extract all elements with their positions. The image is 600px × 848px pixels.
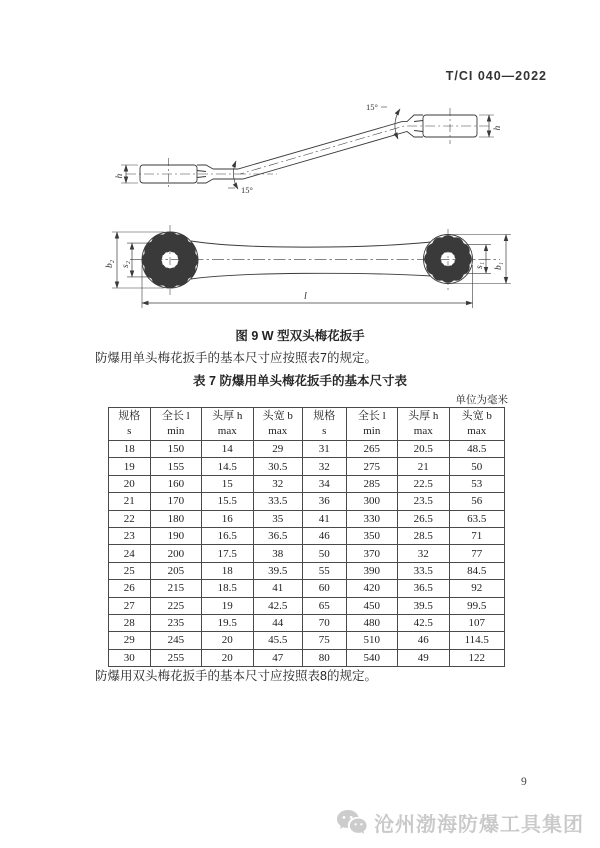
column-header: 头宽 b max [253, 408, 303, 441]
table-cell: 56 [449, 493, 505, 510]
table-cell: 510 [346, 632, 397, 649]
table-cell: 114.5 [449, 632, 505, 649]
standard-number: T/CI 040—2022 [445, 69, 547, 83]
table-row [109, 493, 505, 510]
table-cell: 122 [449, 649, 505, 666]
table-cell: 92 [449, 580, 505, 597]
table-cell: 540 [346, 649, 397, 666]
table-row [109, 597, 505, 614]
paragraph-after-table: 防爆用双头梅花扳手的基本尺寸应按照表8的规定。 [95, 669, 377, 683]
s2-label: s₂ [121, 261, 131, 268]
table-cell: 22.5 [398, 475, 449, 492]
table-cell: 60 [303, 580, 347, 597]
table-cell: 28 [109, 614, 151, 631]
table-cell: 55 [303, 562, 347, 579]
h-label-left: h [115, 173, 125, 179]
table-cell: 16.5 [202, 527, 253, 544]
table-cell: 265 [346, 441, 397, 458]
length-label: l [304, 291, 307, 302]
table-cell: 71 [449, 527, 505, 544]
table-cell: 245 [150, 632, 201, 649]
table-row [109, 545, 505, 562]
h-label-right: h [493, 125, 503, 131]
table-cell: 14 [202, 441, 253, 458]
b1-label: b₁ [494, 261, 504, 270]
table-cell: 235 [150, 614, 201, 631]
table-cell: 420 [346, 580, 397, 597]
angle-label-left: 15° [241, 185, 253, 195]
table-cell: 20 [202, 632, 253, 649]
table-cell: 18 [202, 562, 253, 579]
page-number: 9 [521, 776, 527, 788]
unit-note: 单位为毫米 [455, 394, 508, 406]
table-cell: 19.5 [202, 614, 253, 631]
table-cell: 77 [449, 545, 505, 562]
table-cell: 480 [346, 614, 397, 631]
table-cell: 70 [303, 614, 347, 631]
table-row [109, 580, 505, 597]
table-cell: 27 [109, 597, 151, 614]
table-cell: 45.5 [253, 632, 303, 649]
table-cell: 300 [346, 493, 397, 510]
table-cell: 155 [150, 458, 201, 475]
table-cell: 41 [253, 580, 303, 597]
table-cell: 390 [346, 562, 397, 579]
table-cell: 50 [449, 458, 505, 475]
table-cell: 15 [202, 475, 253, 492]
table-cell: 24 [109, 545, 151, 562]
table-cell: 200 [150, 545, 201, 562]
table-cell: 49 [398, 649, 449, 666]
table-cell: 36 [303, 493, 347, 510]
table-cell: 190 [150, 527, 201, 544]
table-cell: 15.5 [202, 493, 253, 510]
table-cell: 29 [109, 632, 151, 649]
table-cell: 29 [253, 441, 303, 458]
table-row [109, 475, 505, 492]
table-cell: 20 [202, 649, 253, 666]
table-cell: 30 [109, 649, 151, 666]
table-cell: 34 [303, 475, 347, 492]
table-row [109, 614, 505, 631]
side-view [121, 107, 494, 190]
table-cell: 75 [303, 632, 347, 649]
table-cell: 107 [449, 614, 505, 631]
watermark-text: 沧州渤海防爆工具集团 [374, 814, 584, 836]
table-cell: 350 [346, 527, 397, 544]
table-cell: 18 [109, 441, 151, 458]
table-cell: 23 [109, 527, 151, 544]
column-header: 头宽 b max [449, 408, 505, 441]
figure-drawing [80, 92, 580, 320]
table-cell: 63.5 [449, 510, 505, 527]
table-cell: 26 [109, 580, 151, 597]
table-cell: 215 [150, 580, 201, 597]
wrench-technical-drawing [80, 92, 580, 320]
table-cell: 18.5 [202, 580, 253, 597]
table-cell: 370 [346, 545, 397, 562]
table-cell: 39.5 [398, 597, 449, 614]
table-row [109, 441, 505, 458]
table-cell: 28.5 [398, 527, 449, 544]
table-row [109, 562, 505, 579]
table-cell: 32 [303, 458, 347, 475]
table-cell: 80 [303, 649, 347, 666]
table-cell: 44 [253, 614, 303, 631]
table-cell: 275 [346, 458, 397, 475]
table-cell: 47 [253, 649, 303, 666]
table-row [109, 510, 505, 527]
b2-label: b₂ [105, 259, 115, 268]
figure-caption: 图 9 W 型双头梅花扳手 [235, 329, 365, 343]
table-cell: 41 [303, 510, 347, 527]
table-cell: 20.5 [398, 441, 449, 458]
table-cell: 65 [303, 597, 347, 614]
table-cell: 32 [398, 545, 449, 562]
table-cell: 225 [150, 597, 201, 614]
table-cell: 170 [150, 493, 201, 510]
table-cell: 17.5 [202, 545, 253, 562]
table-cell: 330 [346, 510, 397, 527]
table-cell: 22 [109, 510, 151, 527]
top-view [112, 225, 511, 308]
table-cell: 42.5 [253, 597, 303, 614]
table-cell: 36.5 [253, 527, 303, 544]
table-cell: 20 [109, 475, 151, 492]
table-cell: 19 [109, 458, 151, 475]
watermark [336, 808, 584, 837]
table-cell: 36.5 [398, 580, 449, 597]
table-cell: 14.5 [202, 458, 253, 475]
table-cell: 38 [253, 545, 303, 562]
table-cell: 285 [346, 475, 397, 492]
table-cell: 84.5 [449, 562, 505, 579]
table-row [109, 632, 505, 649]
table-cell: 19 [202, 597, 253, 614]
dimension-table [108, 407, 505, 667]
table-cell: 255 [150, 649, 201, 666]
table-cell: 30.5 [253, 458, 303, 475]
table-cell: 23.5 [398, 493, 449, 510]
column-header: 规格 s [109, 408, 151, 441]
table-row [109, 649, 505, 666]
table-cell: 180 [150, 510, 201, 527]
table-cell: 31 [303, 441, 347, 458]
paragraph-before-table: 防爆用单头梅花扳手的基本尺寸应按照表7的规定。 [95, 351, 377, 365]
table-cell: 16 [202, 510, 253, 527]
table-title: 表 7 防爆用单头梅花扳手的基本尺寸表 [193, 374, 407, 388]
table-row [109, 527, 505, 544]
table-cell: 35 [253, 510, 303, 527]
table-cell: 53 [449, 475, 505, 492]
table-cell: 150 [150, 441, 201, 458]
table-cell: 450 [346, 597, 397, 614]
table-cell: 160 [150, 475, 201, 492]
table-cell: 46 [303, 527, 347, 544]
table-cell: 32 [253, 475, 303, 492]
table-cell: 33.5 [398, 562, 449, 579]
table-cell: 205 [150, 562, 201, 579]
table-cell: 42.5 [398, 614, 449, 631]
table-cell: 21 [398, 458, 449, 475]
table-cell: 39.5 [253, 562, 303, 579]
column-header: 规格 s [303, 408, 347, 441]
angle-label-right: 15° [366, 102, 378, 112]
table-cell: 26.5 [398, 510, 449, 527]
wechat-icon [336, 809, 368, 837]
table-row [109, 458, 505, 475]
table-cell: 21 [109, 493, 151, 510]
column-header: 头厚 h max [202, 408, 253, 441]
table-cell: 25 [109, 562, 151, 579]
column-header: 全长 l min [150, 408, 201, 441]
table-cell: 46 [398, 632, 449, 649]
table-header-row [109, 408, 505, 441]
table-cell: 33.5 [253, 493, 303, 510]
column-header: 头厚 h max [398, 408, 449, 441]
table-cell: 48.5 [449, 441, 505, 458]
table-body [109, 441, 505, 667]
s1-label: s₁ [475, 262, 485, 269]
column-header: 全长 l min [346, 408, 397, 441]
table-cell: 50 [303, 545, 347, 562]
table-cell: 99.5 [449, 597, 505, 614]
